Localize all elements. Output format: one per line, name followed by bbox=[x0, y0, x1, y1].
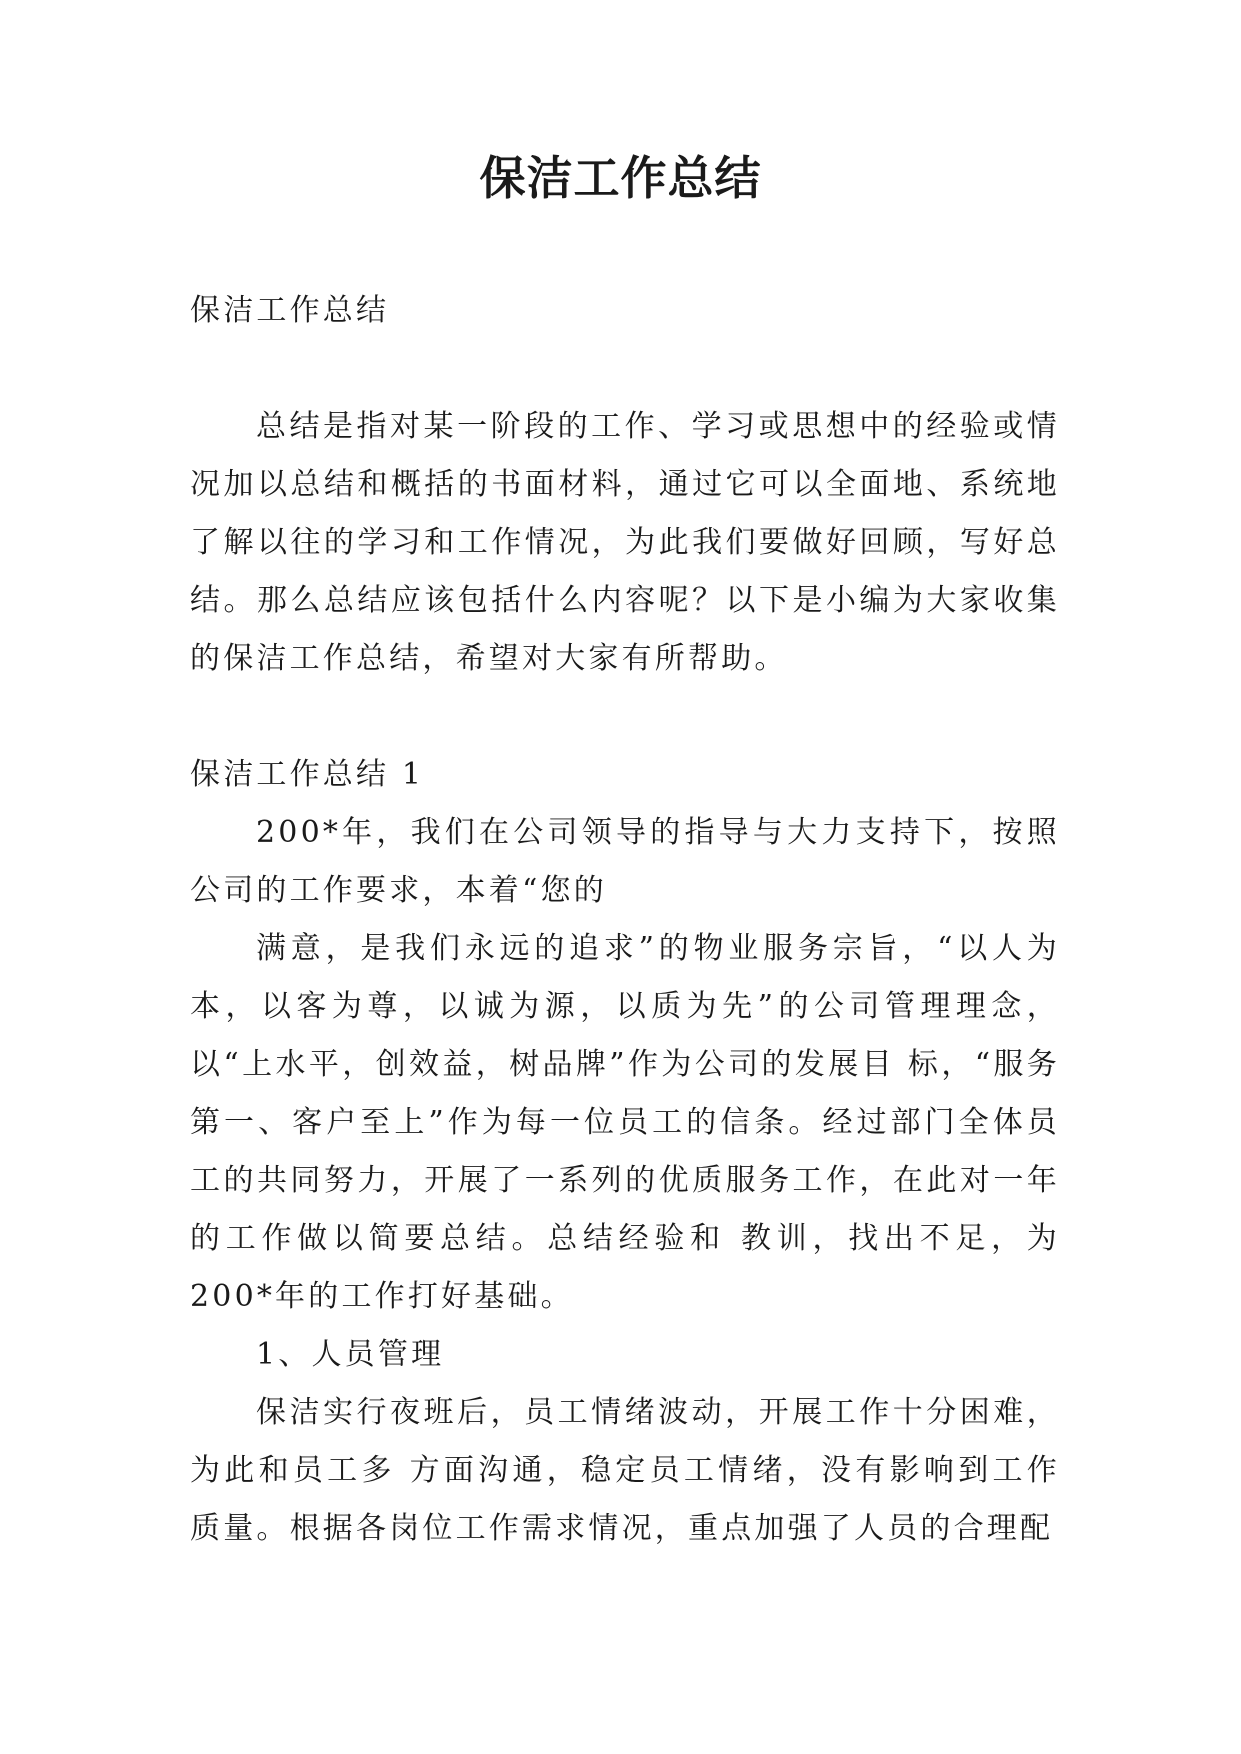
section-heading: 保洁工作总结 1 bbox=[190, 757, 425, 792]
paragraph: 保洁实行夜班后，员工情绪波动，开展工作十分困难，为此和员工多 方面沟通，稳定员工情绪，没有影响到工作质量。根据各岗位工作需求情况，重点加强了人员的合理配 bbox=[190, 1395, 1060, 1546]
spacer bbox=[190, 340, 1060, 398]
intro-paragraph: 总结是指对某一阶段的工作、学习或思想中的经验或情况加以总结和概括的书面材料，通过它可以全面地、系统地了解以往的学习和工作情况，为此我们要做好回顾，写好总结。那么总结应该包括什么内容呢？以下是小编为大家收集的保洁工作总结，希望对大家有所帮助。 bbox=[190, 409, 1060, 676]
spacer bbox=[190, 688, 1060, 746]
document-title: 保洁工作总结 bbox=[479, 151, 762, 205]
paragraph: 满意，是我们永远的追求”的物业服务宗旨，“以人为本，以客为尊，以诚为源，以质为先”的公司管理理念，以“上水平，创效益，树品牌”作为公司的发展目 标，“服务第一、客户至上”作为每一位员工的信条。经过部门全体员工的共同努力，开展了一系列的优质服务工作，在此对一年的工作做以简要总结。总结经验和 教训，找出不足，为 200*年的工作打好基础。 bbox=[190, 931, 1060, 1314]
document-subtitle: 保洁工作总结 bbox=[190, 293, 390, 328]
item-heading: 1、人员管理 bbox=[256, 1337, 445, 1372]
paragraph: 200*年，我们在公司领导的指导与大力支持下，按照公司的工作要求，本着“您的 bbox=[190, 815, 1060, 908]
document-body bbox=[190, 282, 1060, 1558]
